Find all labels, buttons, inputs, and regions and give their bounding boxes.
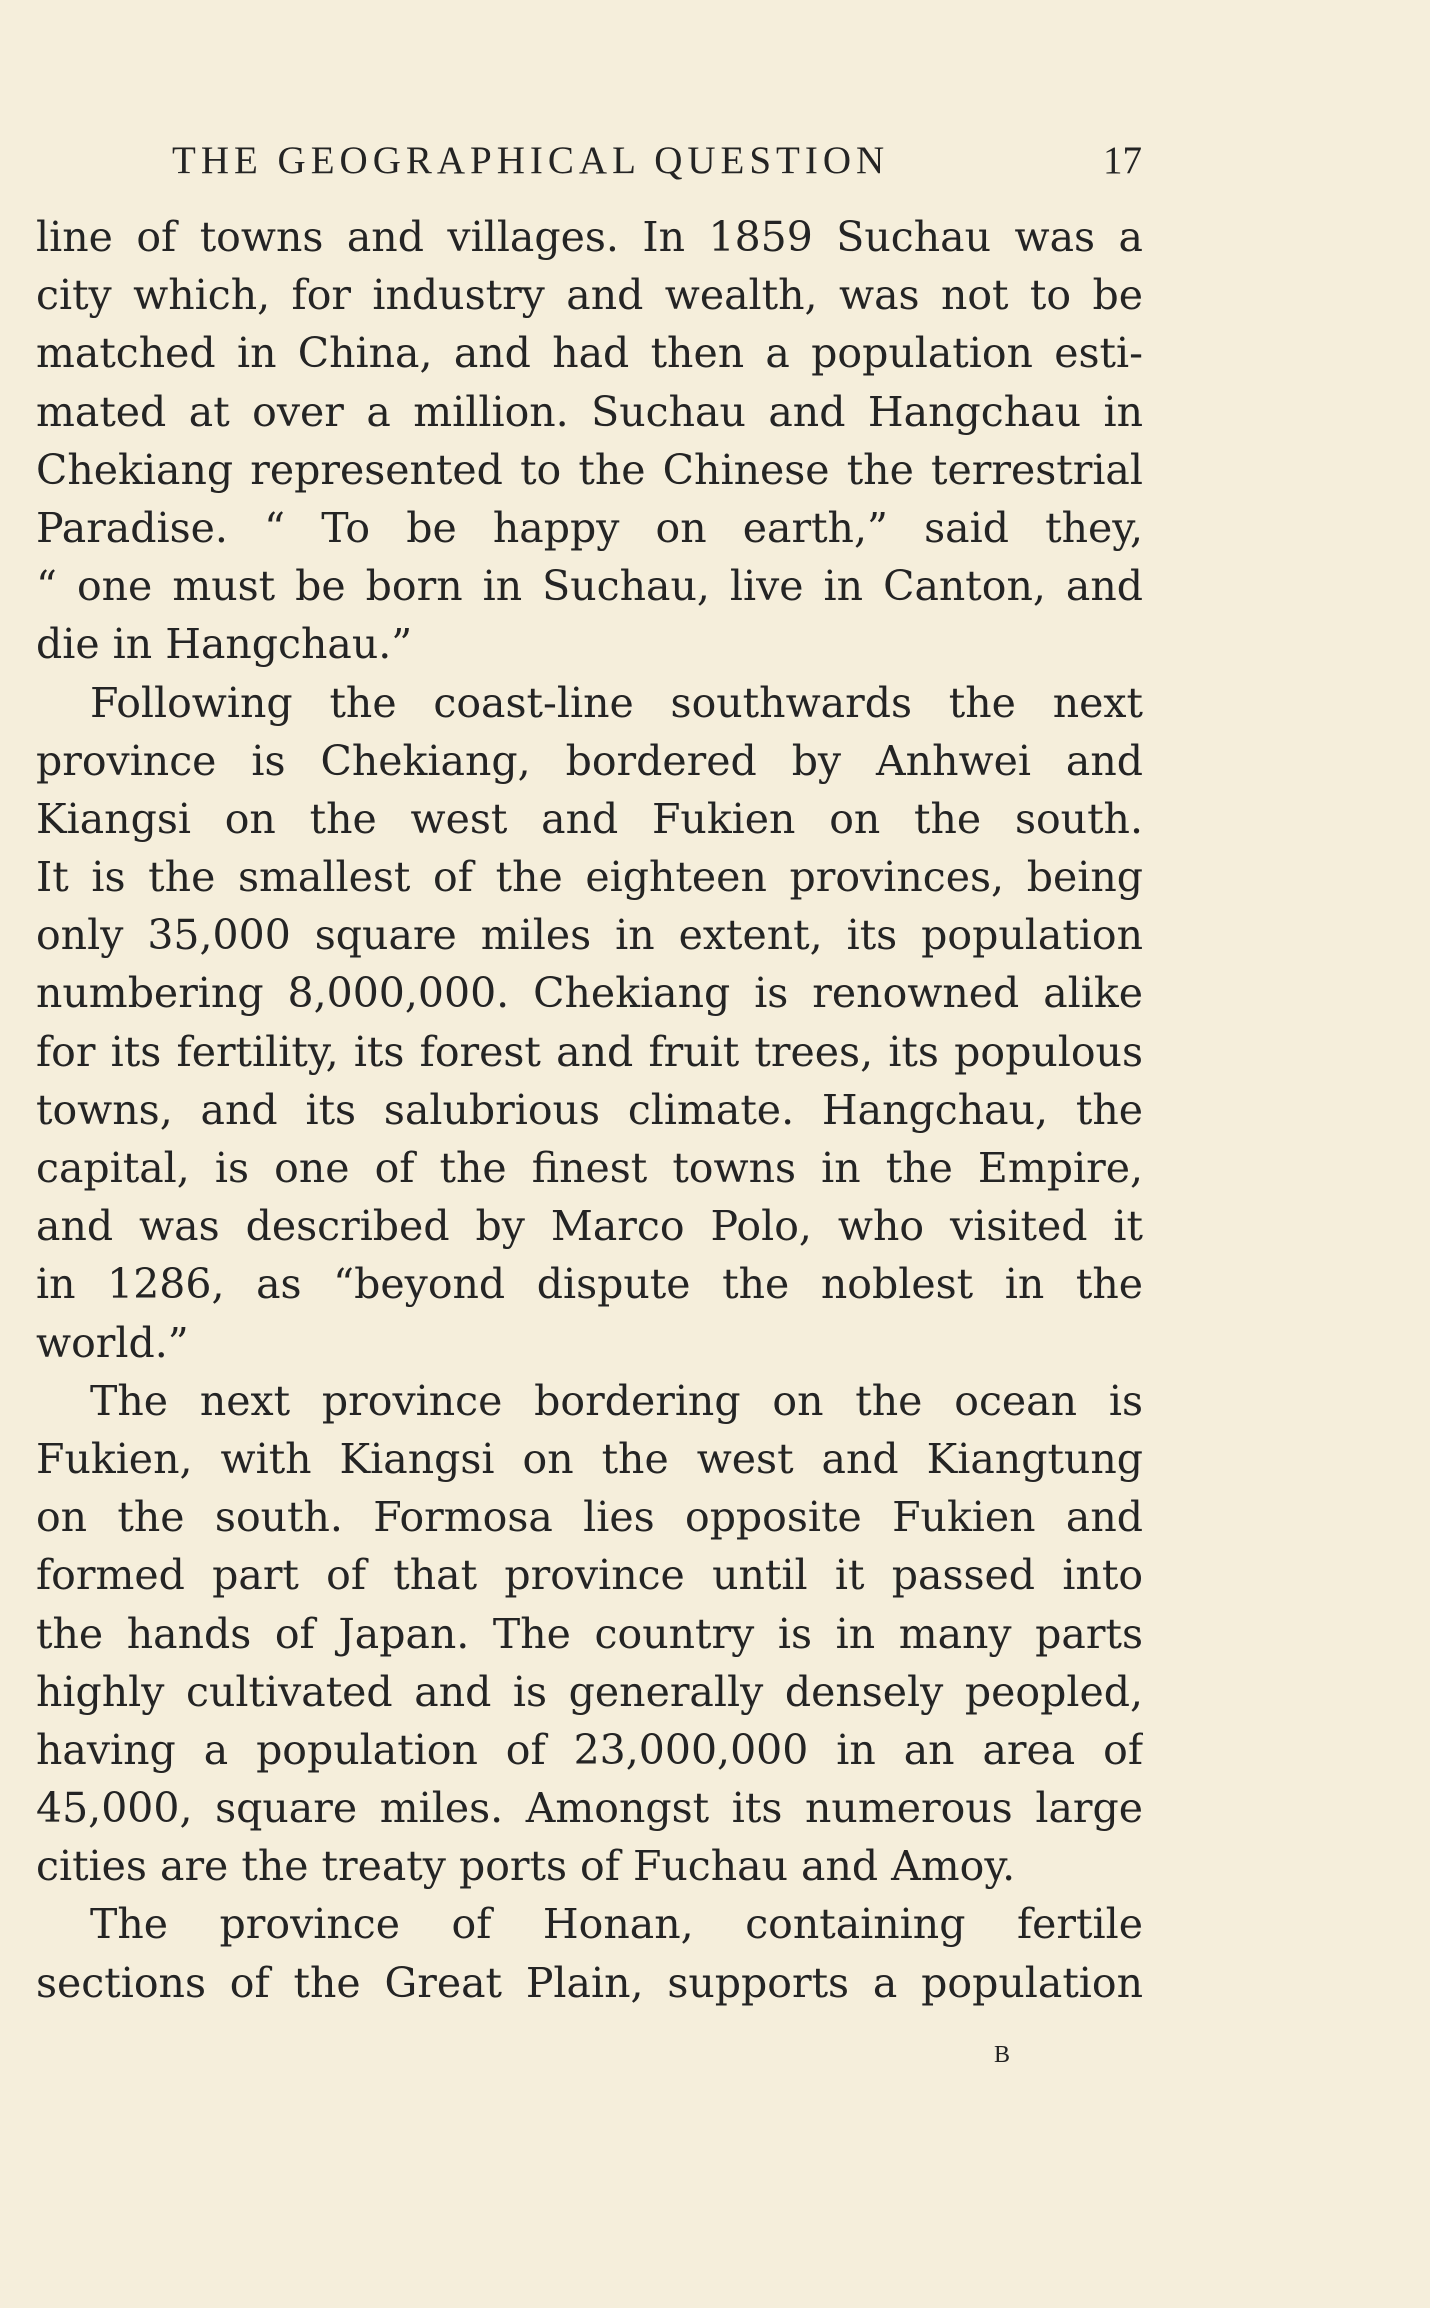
- text-line: province is Chekiang, bordered by Anhwei and: [36, 736, 1143, 785]
- body-text: [36, 208, 1143, 2012]
- text-line: The province of Honan, containing fertile: [90, 1900, 1143, 1949]
- text-line: Following the coast-line southwards the next: [90, 678, 1143, 727]
- text-line: in 1286, as “beyond dispute the noblest in the: [36, 1260, 1143, 1309]
- text-line: the hands of Japan. The country is in many parts: [36, 1609, 1143, 1658]
- text-line: towns, and its salubrious climate. Hangchau, the: [36, 1085, 1143, 1134]
- text-line: It is the smallest of the eighteen provinces, being: [36, 853, 1143, 902]
- text-line: for its fertility, its forest and fruit trees, its populous: [36, 1027, 1143, 1076]
- text-line: Kiangsi on the west and Fukien on the south.: [36, 794, 1143, 843]
- paragraph: [36, 1895, 1143, 2011]
- text-line: matched in China, and had then a population esti-: [36, 329, 1143, 378]
- text-line: only 35,000 square miles in extent, its population: [36, 911, 1143, 960]
- text-line: capital, is one of the finest towns in the Empire,: [36, 1144, 1143, 1192]
- text-line: Fukien, with Kiangsi on the west and Kiangtung: [36, 1434, 1143, 1483]
- text-line: world.”: [36, 1318, 189, 1367]
- text-line: The next province bordering on the ocean is: [90, 1376, 1143, 1425]
- page-header: [172, 136, 1142, 186]
- text-line: formed part of that province until it passed into: [36, 1551, 1143, 1600]
- text-line: line of towns and villages. In 1859 Suchau was a: [36, 213, 1143, 261]
- text-line: city which, for industry and wealth, was not to be: [36, 271, 1143, 320]
- text-line: die in Hangchau.”: [36, 620, 413, 669]
- text-line: Paradise. “ To be happy on earth,” said they,: [36, 503, 1143, 552]
- text-line: mated at over a million. Suchau and Hangchau in: [36, 387, 1143, 436]
- text-line: numbering 8,000,000. Chekiang is renowned alike: [36, 969, 1143, 1018]
- page-number: 17: [1103, 139, 1142, 182]
- paragraph: [36, 1372, 1143, 1896]
- signature-mark: B: [994, 2042, 1011, 2068]
- text-line: highly cultivated and is generally densely peopled,: [36, 1667, 1143, 1716]
- text-line: “ one must be born in Suchau, live in Canton, and: [36, 562, 1143, 611]
- paragraph: [36, 208, 1143, 674]
- running-title: THE GEOGRAPHICAL QUESTION: [172, 139, 890, 182]
- text-line: Chekiang represented to the Chinese the terrestrial: [36, 445, 1143, 494]
- text-line: cities are the treaty ports of Fuchau and Amoy.: [36, 1842, 1016, 1891]
- text-line: 45,000, square miles. Amongst its numerous large: [36, 1784, 1143, 1833]
- text-line: sections of the Great Plain, supports a population: [36, 1958, 1143, 2007]
- text-line: and was described by Marco Polo, who visited it: [36, 1202, 1143, 1251]
- paragraph: [36, 674, 1143, 1372]
- text-line: on the south. Formosa lies opposite Fukien and: [36, 1493, 1143, 1542]
- text-line: having a population of 23,000,000 in an area of: [36, 1725, 1143, 1774]
